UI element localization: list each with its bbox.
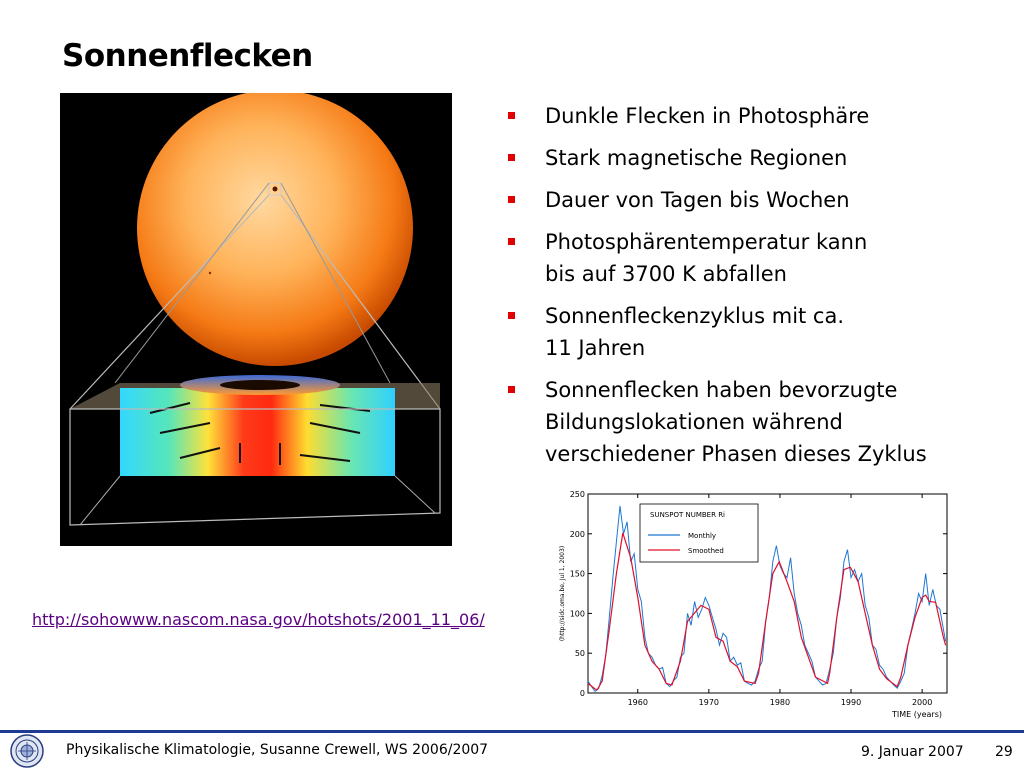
bullet-item [508, 100, 1008, 132]
footer-rule [0, 730, 1024, 733]
bullet-text: Sonnenflecken haben bevorzugte Bildungslokationen während verschiedener Phasen dieses Zyklus [545, 378, 927, 466]
bullet-marker [508, 312, 515, 319]
chart-title: SUNSPOT NUMBER Ri [650, 511, 726, 519]
bullet-list [508, 100, 1008, 480]
y-tick-label: 200 [569, 529, 585, 539]
page-number: 29 [995, 744, 1013, 760]
slide-title: Sonnenflecken [62, 38, 313, 74]
bullet-marker [508, 238, 515, 245]
bullet-text: Dunkle Flecken in Photosphäre [545, 104, 870, 128]
x-tick-label: 2000 [911, 698, 933, 707]
source-link[interactable]: http://sohowww.nascom.nasa.gov/hotshots/2001_11_06/ [32, 610, 485, 629]
bullet-text: Sonnenfleckenzyklus mit ca. 11 Jahren [545, 304, 845, 360]
x-tick-label: 1970 [698, 698, 720, 707]
y-tick-label: 150 [569, 569, 585, 579]
y-tick-label: 0 [579, 689, 585, 698]
bullet-text: Stark magnetische Regionen [545, 146, 848, 170]
y-tick-label: 50 [574, 649, 585, 659]
x-tick-label: 1980 [769, 698, 791, 707]
legend-label: Monthly [688, 532, 717, 540]
footer-course: Physikalische Klimatologie, Susanne Crewell, WS 2006/2007 [66, 742, 489, 758]
bullet-marker [508, 112, 515, 119]
y-tick-label: 100 [569, 609, 585, 619]
footer-date: 9. Januar 2007 [861, 744, 964, 760]
x-axis-label: TIME (years) [891, 710, 943, 719]
x-tick-label: 1960 [627, 698, 648, 707]
bullet-text: Dauer von Tagen bis Wochen [545, 188, 850, 212]
bullet-item [508, 142, 1008, 174]
bullet-item [508, 184, 1008, 216]
side-note: (http://sidc.oma.be, Jul 1, 2003) [559, 545, 566, 642]
y-tick-label: 250 [569, 490, 585, 499]
bullet-marker [508, 154, 515, 161]
bullet-item [508, 300, 1008, 364]
legend-label: Smoothed [688, 547, 724, 555]
bullet-item [508, 226, 1008, 290]
sunspot-chart [554, 486, 960, 720]
sun-sunspot-image [60, 93, 452, 546]
x-tick-label: 1990 [840, 698, 862, 707]
sun-disk [137, 93, 413, 366]
university-seal-icon [10, 734, 44, 768]
bullet-item [508, 374, 1008, 470]
bullet-text: Photosphärentemperatur kann bis auf 3700 K abfallen [545, 230, 868, 286]
bullet-marker [508, 386, 515, 393]
bullet-marker [508, 196, 515, 203]
